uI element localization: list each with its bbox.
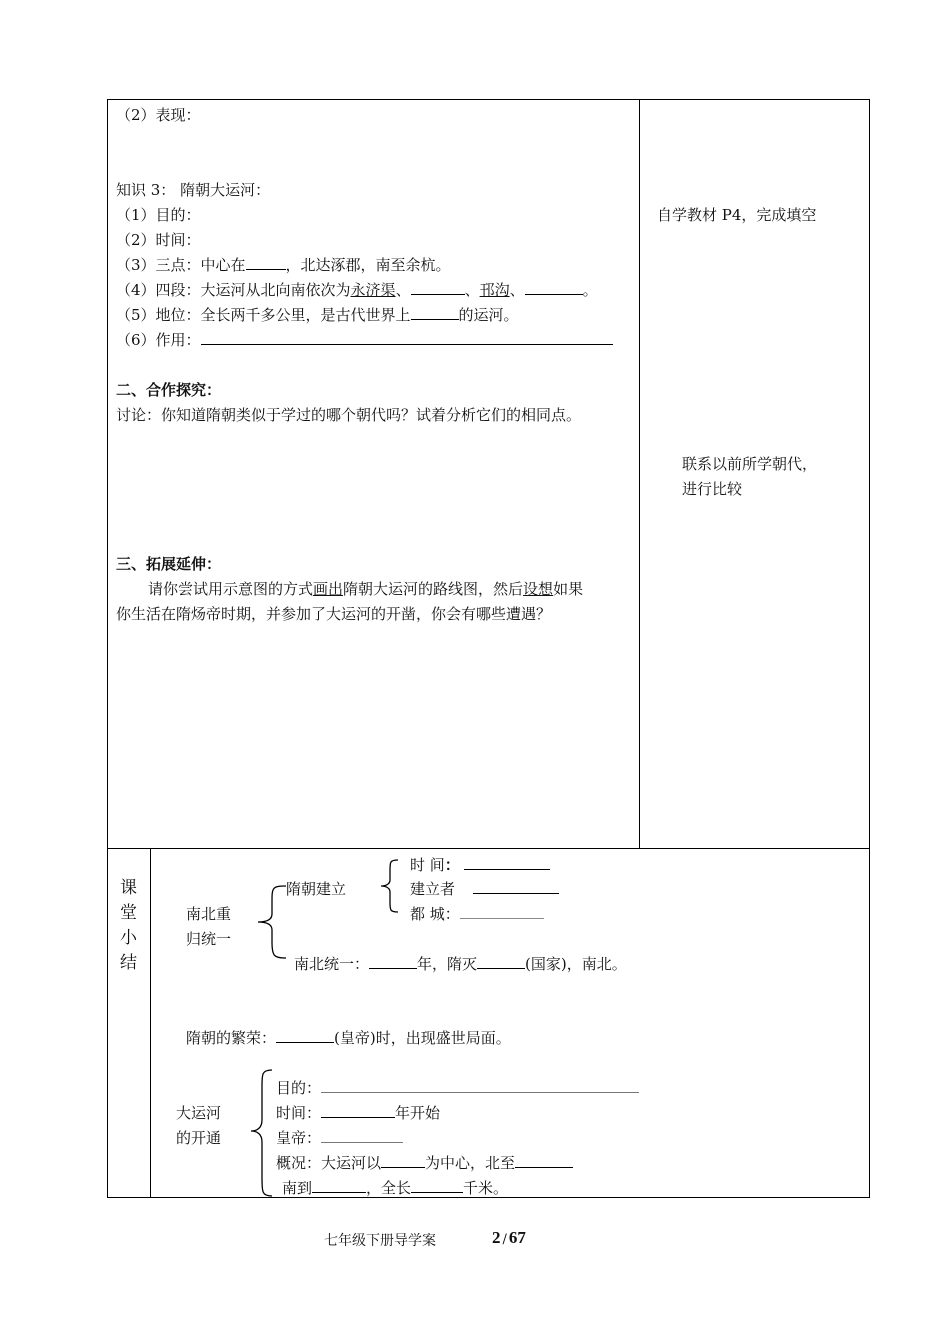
- table-row-divider: [107, 848, 870, 849]
- siduan-blank-1[interactable]: [411, 280, 465, 295]
- footer-title: 七年级下册导学案: [324, 1233, 436, 1249]
- yongjiqu-text: 永济渠: [350, 281, 396, 299]
- footer-page-number: 2: [492, 1228, 501, 1247]
- nanbei-tongyi-row: [294, 953, 627, 974]
- siduan-sep2: 、: [464, 281, 480, 299]
- jianlizhe-row: [410, 878, 559, 899]
- table-border-top: [107, 99, 870, 100]
- summary-label-char-2: 堂: [120, 903, 137, 923]
- dayunhe-huangdi-row: [276, 1127, 403, 1148]
- summary-label-divider: [150, 848, 151, 1198]
- zhishi3-title: 知识 3： 隋朝大运河：: [116, 181, 271, 199]
- section3-text-b: 隋朝大运河的路线图，然后: [343, 580, 524, 598]
- diwei-blank[interactable]: [411, 305, 459, 320]
- jianlizhe-blank[interactable]: [473, 879, 559, 894]
- nanbei-tongyi-blank-state[interactable]: [477, 954, 525, 969]
- dayunhe-shijian-blank[interactable]: [321, 1103, 395, 1118]
- dayunhe-label-line1: 大运河: [176, 1104, 222, 1122]
- section2-text: 讨论：你知道隋朝类似于学过的哪个朝代吗？试着分析它们的相同点。: [116, 406, 582, 424]
- table-border-right: [869, 99, 870, 1198]
- zuoyong-line: [116, 329, 613, 350]
- jianlizhe-label: 建立者: [410, 880, 456, 898]
- diwei-text-b: 的运河。: [458, 306, 519, 324]
- sandian-line: [116, 254, 451, 275]
- dayunhe-mudi-row: [276, 1077, 639, 1098]
- table-border-left: [107, 99, 108, 1198]
- dayunhe-nandao-blank-length[interactable]: [411, 1178, 463, 1193]
- dayunhe-gaikuang-text-b: 为中心，北至: [425, 1154, 516, 1172]
- summary-label-char-3: 小: [120, 928, 137, 948]
- shijian-row: [410, 854, 550, 875]
- dayunhe-nandao-text-a: 南到: [282, 1179, 313, 1197]
- summary-label-char-4: 结: [120, 953, 137, 973]
- nanbei-tongyi-text-a: 南北统一：: [294, 955, 370, 973]
- biaoxian-line: [116, 104, 201, 125]
- dayunhe-gaikuang-row: [276, 1152, 573, 1173]
- shijian-line: （2）时间：: [116, 231, 201, 249]
- sandian-blank[interactable]: [246, 255, 286, 270]
- nanbei-tongyi-text-b: 年，隋灭: [417, 955, 478, 973]
- shijian-label: 时 间: [410, 856, 445, 874]
- sandian-text-b: ，北达涿郡，南至余杭。: [285, 256, 451, 274]
- dayunhe-gaikuang-blank-center[interactable]: [381, 1153, 425, 1168]
- dayunhe-mudi-label: 目的：: [276, 1079, 322, 1097]
- siduan-text-a: （4）四段：大运河从北向南依次为: [116, 281, 351, 299]
- dayunhe-mudi-blank[interactable]: [321, 1078, 639, 1093]
- nanbei-label-line2: 归统一: [186, 930, 232, 948]
- fanrong-blank[interactable]: [276, 1028, 334, 1043]
- dayunhe-nandao-blank-south[interactable]: [312, 1178, 366, 1193]
- fanrong-text-b: (皇帝)时，出现盛世局面。: [334, 1029, 511, 1047]
- brace-nanbei: [250, 880, 290, 960]
- footer-page-sep: /: [502, 1232, 507, 1247]
- diwei-line: [116, 304, 519, 325]
- biaoxian-text: （2）表现：: [116, 106, 201, 124]
- section3-paragraph-line1: [148, 578, 583, 599]
- mudi-line: （1）目的：: [116, 206, 201, 224]
- dayunhe-nandao-row: [282, 1177, 508, 1198]
- brace-dayunhe: [248, 1068, 276, 1198]
- nanbei-tongyi-text-c: (国家)，南北。: [525, 955, 627, 973]
- siduan-blank-2[interactable]: [525, 280, 583, 295]
- note-self-study: 自学教材 P4，完成填空: [657, 206, 817, 224]
- siduan-end: 。: [582, 281, 598, 299]
- suichao-jianli: 隋朝建立: [286, 880, 347, 898]
- section2-title: 二、合作探究：: [116, 381, 222, 399]
- section3-text-a: 请你尝试用示意图的方式: [148, 580, 314, 598]
- ducheng-row: [410, 903, 544, 924]
- ducheng-blank[interactable]: [460, 904, 544, 919]
- section3-paragraph-line2: 你生活在隋炀帝时期，并参加了大运河的开凿，你会有哪些遭遇？: [116, 605, 552, 623]
- dayunhe-nandao-text-c: 千米。: [463, 1179, 509, 1197]
- siduan-sep3: 、: [509, 281, 525, 299]
- note-compare-line1: 联系以前所学朝代，: [682, 455, 818, 473]
- section3-title: 三、拓展延伸：: [116, 555, 222, 573]
- dayunhe-shijian-row: [276, 1102, 440, 1123]
- shijian-blank[interactable]: [464, 855, 550, 870]
- table-column-divider: [639, 99, 640, 848]
- zuoyong-blank[interactable]: [201, 330, 613, 345]
- siduan-sep1: 、: [395, 281, 411, 299]
- fanrong-text-a: 隋朝的繁荣：: [186, 1029, 277, 1047]
- zuoyong-text: （6）作用：: [116, 331, 201, 349]
- dayunhe-gaikuang-text-a: 概况：大运河以: [276, 1154, 382, 1172]
- hangou-text: 邗沟: [479, 281, 510, 299]
- fanrong-row: [186, 1027, 511, 1048]
- siduan-line: [116, 279, 598, 300]
- summary-label-char-1: 课: [120, 878, 137, 898]
- note-compare-line2: 进行比较: [682, 480, 743, 498]
- huachu-text: 画出: [313, 580, 344, 598]
- brace-suichao-jianli: [378, 858, 402, 914]
- nanbei-tongyi-blank-year[interactable]: [369, 954, 417, 969]
- section3-text-c: 如果: [553, 580, 584, 598]
- shexiang-text: 设想: [523, 580, 554, 598]
- shijian-colon: ：: [444, 856, 460, 874]
- footer-page-indicator: [492, 1228, 526, 1248]
- dayunhe-shijian-label: 时间：: [276, 1104, 322, 1122]
- dayunhe-huangdi-blank[interactable]: [321, 1128, 403, 1143]
- nanbei-label-line1: 南北重: [186, 905, 232, 923]
- dayunhe-label-line2: 的开通: [176, 1129, 222, 1147]
- diwei-text-a: （5）地位：全长两千多公里，是古代世界上: [116, 306, 411, 324]
- dayunhe-huangdi-label: 皇帝：: [276, 1129, 322, 1147]
- footer-page-total: 67: [508, 1228, 526, 1247]
- ducheng-label: 都 城：: [410, 905, 460, 923]
- sandian-text-a: （3）三点：中心在: [116, 256, 246, 274]
- dayunhe-gaikuang-blank-north[interactable]: [515, 1153, 573, 1168]
- dayunhe-shijian-text-b: 年开始: [395, 1104, 441, 1122]
- dayunhe-nandao-text-b: ，全长: [366, 1179, 412, 1197]
